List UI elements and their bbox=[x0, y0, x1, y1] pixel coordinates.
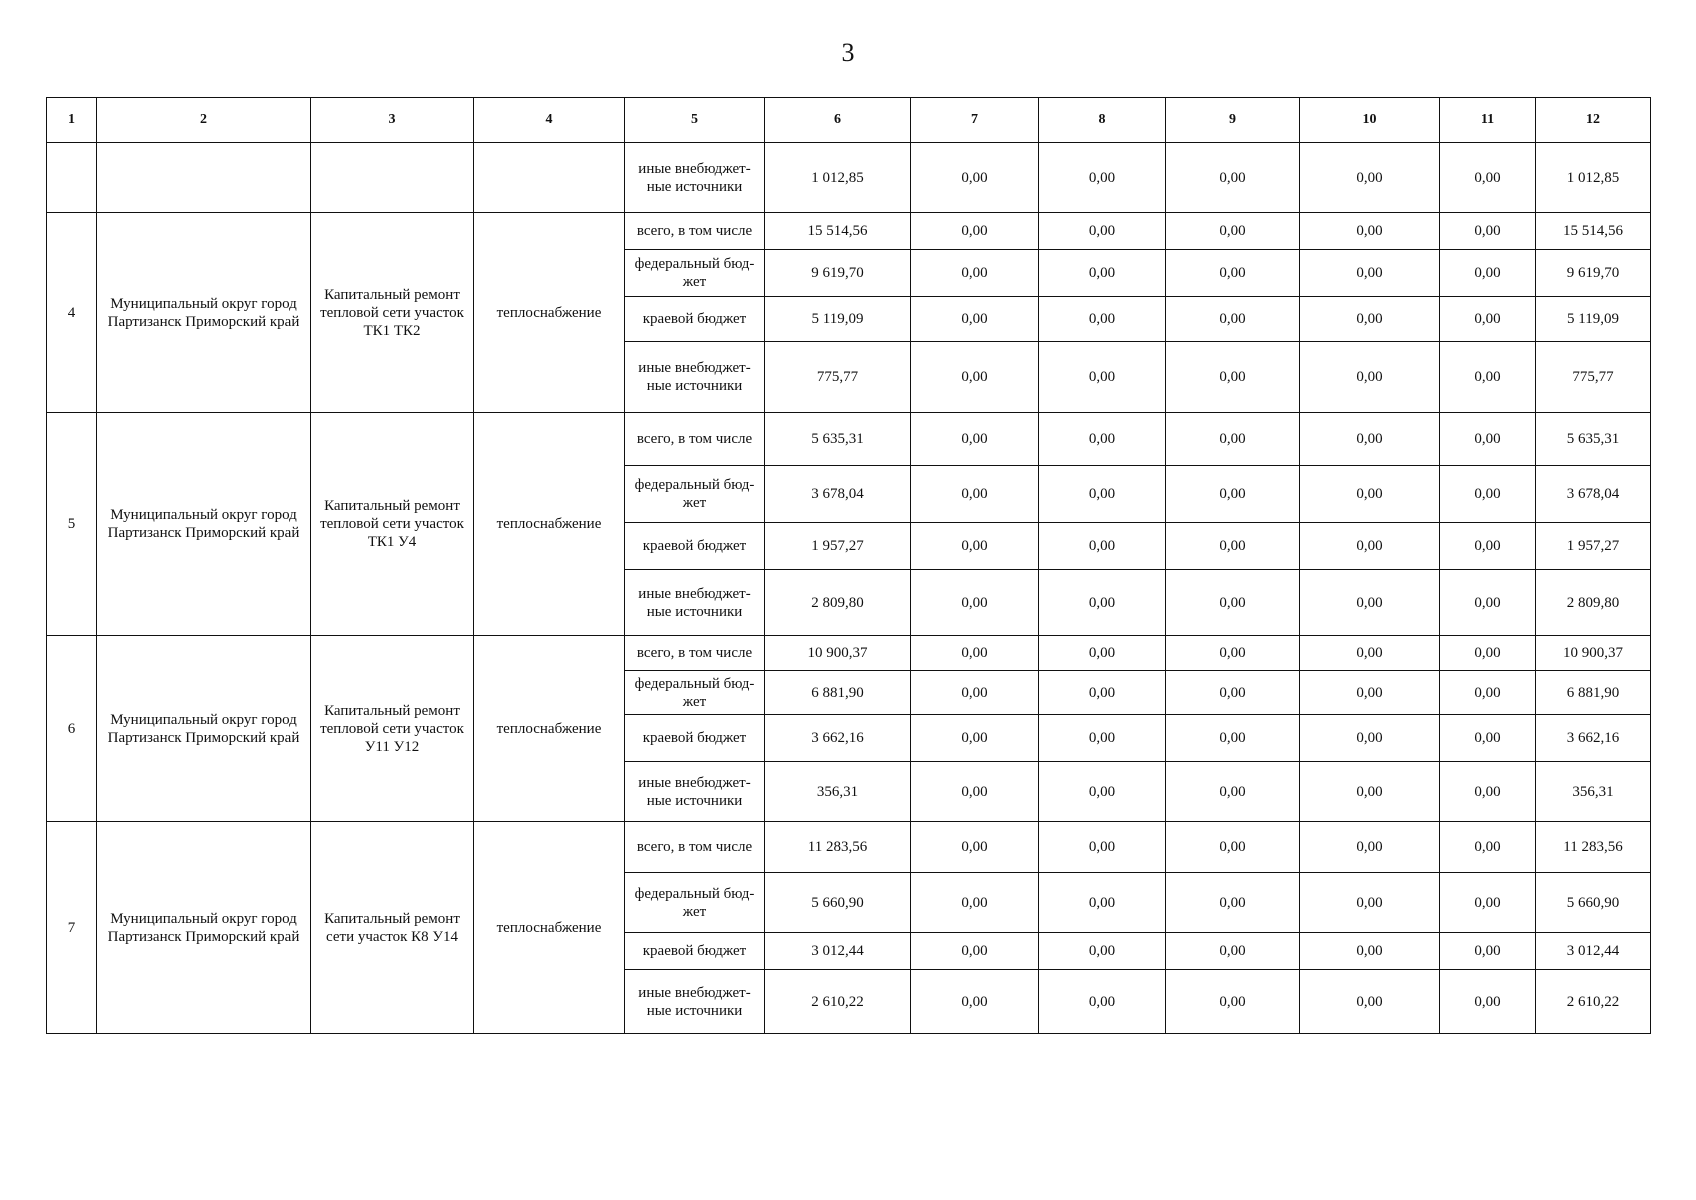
amount-cell: 1 957,27 bbox=[1536, 523, 1651, 570]
funding-source: федеральный бюд-жет bbox=[625, 250, 765, 297]
sector-name: теплоснабжение bbox=[474, 413, 625, 636]
amount-cell: 0,00 bbox=[1440, 715, 1536, 762]
amount-cell: 0,00 bbox=[1300, 873, 1440, 933]
amount-cell: 6 881,90 bbox=[1536, 671, 1651, 715]
object-name: Капитальный ремонт сети участок К8 У14 bbox=[311, 822, 474, 1034]
funding-source: федеральный бюд-жет bbox=[625, 873, 765, 933]
amount-cell: 356,31 bbox=[1536, 762, 1651, 822]
amount-cell: 0,00 bbox=[1300, 636, 1440, 671]
empty-cell bbox=[47, 143, 97, 213]
amount-cell: 0,00 bbox=[1039, 523, 1166, 570]
table-row bbox=[47, 213, 1651, 250]
amount-cell: 0,00 bbox=[1440, 933, 1536, 970]
amount-cell: 5 119,09 bbox=[1536, 297, 1651, 342]
table-row bbox=[47, 822, 1651, 873]
amount-cell: 0,00 bbox=[911, 636, 1039, 671]
amount-cell: 0,00 bbox=[1039, 873, 1166, 933]
amount-cell: 15 514,56 bbox=[765, 213, 911, 250]
amount-cell: 0,00 bbox=[911, 671, 1039, 715]
amount-cell: 0,00 bbox=[1440, 671, 1536, 715]
amount-cell: 0,00 bbox=[911, 970, 1039, 1034]
funding-source: всего, в том числе bbox=[625, 413, 765, 466]
row-number: 4 bbox=[47, 213, 97, 413]
amount-cell: 0,00 bbox=[1166, 213, 1300, 250]
amount-cell: 2 809,80 bbox=[765, 570, 911, 636]
header-row bbox=[47, 98, 1651, 143]
table-row bbox=[47, 413, 1651, 466]
amount-cell: 0,00 bbox=[911, 466, 1039, 523]
amount-cell: 0,00 bbox=[1440, 570, 1536, 636]
amount-cell: 0,00 bbox=[1039, 143, 1166, 213]
amount-cell: 0,00 bbox=[1039, 466, 1166, 523]
amount-cell: 3 662,16 bbox=[1536, 715, 1651, 762]
funding-source: федеральный бюд-жет bbox=[625, 671, 765, 715]
amount-cell: 0,00 bbox=[911, 143, 1039, 213]
amount-cell: 0,00 bbox=[1166, 636, 1300, 671]
amount-cell: 0,00 bbox=[911, 250, 1039, 297]
amount-cell: 0,00 bbox=[1039, 213, 1166, 250]
amount-cell: 0,00 bbox=[1300, 466, 1440, 523]
amount-cell: 0,00 bbox=[1166, 523, 1300, 570]
funding-source: федеральный бюд-жет bbox=[625, 466, 765, 523]
amount-cell: 0,00 bbox=[1440, 413, 1536, 466]
amount-cell: 0,00 bbox=[911, 297, 1039, 342]
amount-cell: 0,00 bbox=[1166, 570, 1300, 636]
amount-cell: 2 610,22 bbox=[1536, 970, 1651, 1034]
funding-source: иные внебюджет-ные источники bbox=[625, 970, 765, 1034]
amount-cell: 0,00 bbox=[1166, 466, 1300, 523]
sector-name: теплоснабжение bbox=[474, 636, 625, 822]
amount-cell: 0,00 bbox=[1300, 970, 1440, 1034]
financing-table bbox=[46, 97, 1651, 1034]
amount-cell: 1 957,27 bbox=[765, 523, 911, 570]
row-number: 5 bbox=[47, 413, 97, 636]
amount-cell: 0,00 bbox=[911, 715, 1039, 762]
amount-cell: 0,00 bbox=[1440, 822, 1536, 873]
amount-cell: 0,00 bbox=[1166, 873, 1300, 933]
amount-cell: 0,00 bbox=[1300, 297, 1440, 342]
amount-cell: 0,00 bbox=[1039, 250, 1166, 297]
amount-cell: 10 900,37 bbox=[765, 636, 911, 671]
funding-source: всего, в том числе bbox=[625, 213, 765, 250]
table-row bbox=[47, 636, 1651, 671]
amount-cell: 9 619,70 bbox=[765, 250, 911, 297]
funding-source: всего, в том числе bbox=[625, 822, 765, 873]
amount-cell: 0,00 bbox=[1039, 342, 1166, 413]
amount-cell: 0,00 bbox=[1300, 822, 1440, 873]
amount-cell: 5 660,90 bbox=[765, 873, 911, 933]
page-number: 3 bbox=[841, 38, 855, 67]
amount-cell: 0,00 bbox=[911, 570, 1039, 636]
funding-source: краевой бюджет bbox=[625, 297, 765, 342]
amount-cell: 5 119,09 bbox=[765, 297, 911, 342]
amount-cell: 5 635,31 bbox=[765, 413, 911, 466]
amount-cell: 775,77 bbox=[1536, 342, 1651, 413]
amount-cell: 0,00 bbox=[1039, 570, 1166, 636]
column-header: 6 bbox=[765, 98, 911, 143]
amount-cell: 0,00 bbox=[1300, 933, 1440, 970]
amount-cell: 0,00 bbox=[911, 342, 1039, 413]
amount-cell: 3 662,16 bbox=[765, 715, 911, 762]
amount-cell: 775,77 bbox=[765, 342, 911, 413]
funding-source: краевой бюджет bbox=[625, 715, 765, 762]
amount-cell: 6 881,90 bbox=[765, 671, 911, 715]
amount-cell: 11 283,56 bbox=[1536, 822, 1651, 873]
amount-cell: 0,00 bbox=[1440, 762, 1536, 822]
amount-cell: 0,00 bbox=[1039, 762, 1166, 822]
amount-cell: 0,00 bbox=[1039, 822, 1166, 873]
amount-cell: 0,00 bbox=[1039, 636, 1166, 671]
amount-cell: 0,00 bbox=[1300, 143, 1440, 213]
amount-cell: 3 012,44 bbox=[765, 933, 911, 970]
amount-cell: 0,00 bbox=[1300, 523, 1440, 570]
sector-name: теплоснабжение bbox=[474, 822, 625, 1034]
column-header: 7 bbox=[911, 98, 1039, 143]
amount-cell: 0,00 bbox=[1039, 297, 1166, 342]
empty-cell bbox=[474, 143, 625, 213]
row-number: 6 bbox=[47, 636, 97, 822]
amount-cell: 0,00 bbox=[1300, 250, 1440, 297]
column-header: 3 bbox=[311, 98, 474, 143]
funding-source: всего, в том числе bbox=[625, 636, 765, 671]
column-header: 10 bbox=[1300, 98, 1440, 143]
amount-cell: 0,00 bbox=[1039, 413, 1166, 466]
amount-cell: 0,00 bbox=[1166, 250, 1300, 297]
amount-cell: 0,00 bbox=[1300, 570, 1440, 636]
amount-cell: 0,00 bbox=[911, 762, 1039, 822]
object-name: Капитальный ремонт тепловой сети участок ТК1 ТК2 bbox=[311, 213, 474, 413]
amount-cell: 0,00 bbox=[1166, 671, 1300, 715]
amount-cell: 0,00 bbox=[1300, 762, 1440, 822]
funding-source: краевой бюджет bbox=[625, 933, 765, 970]
column-header: 2 bbox=[97, 98, 311, 143]
amount-cell: 0,00 bbox=[911, 213, 1039, 250]
amount-cell: 3 678,04 bbox=[765, 466, 911, 523]
amount-cell: 5 660,90 bbox=[1536, 873, 1651, 933]
column-header: 12 bbox=[1536, 98, 1651, 143]
amount-cell: 0,00 bbox=[911, 822, 1039, 873]
municipality-name: Муниципальный округ город Партизанск Приморский край bbox=[97, 636, 311, 822]
amount-cell: 9 619,70 bbox=[1536, 250, 1651, 297]
amount-cell: 0,00 bbox=[1039, 970, 1166, 1034]
object-name: Капитальный ремонт тепловой сети участок ТК1 У4 bbox=[311, 413, 474, 636]
amount-cell: 0,00 bbox=[1166, 970, 1300, 1034]
column-header: 4 bbox=[474, 98, 625, 143]
funding-source: краевой бюджет bbox=[625, 523, 765, 570]
amount-cell: 0,00 bbox=[1440, 873, 1536, 933]
amount-cell: 0,00 bbox=[1440, 523, 1536, 570]
amount-cell: 0,00 bbox=[911, 873, 1039, 933]
amount-cell: 0,00 bbox=[1440, 970, 1536, 1034]
amount-cell: 0,00 bbox=[1440, 250, 1536, 297]
amount-cell: 0,00 bbox=[1166, 715, 1300, 762]
amount-cell: 0,00 bbox=[1166, 413, 1300, 466]
funding-source: иные внебюджет-ные источники bbox=[625, 570, 765, 636]
amount-cell: 0,00 bbox=[1440, 342, 1536, 413]
amount-cell: 2 809,80 bbox=[1536, 570, 1651, 636]
amount-cell: 0,00 bbox=[1440, 466, 1536, 523]
table-row bbox=[47, 143, 1651, 213]
amount-cell: 0,00 bbox=[1039, 671, 1166, 715]
amount-cell: 0,00 bbox=[1166, 297, 1300, 342]
funding-source: иные внебюджет-ные источники bbox=[625, 342, 765, 413]
amount-cell: 0,00 bbox=[1166, 762, 1300, 822]
amount-cell: 0,00 bbox=[1300, 715, 1440, 762]
amount-cell: 1 012,85 bbox=[765, 143, 911, 213]
amount-cell: 0,00 bbox=[1166, 143, 1300, 213]
column-header: 8 bbox=[1039, 98, 1166, 143]
empty-cell bbox=[311, 143, 474, 213]
amount-cell: 0,00 bbox=[911, 523, 1039, 570]
amount-cell: 0,00 bbox=[1166, 822, 1300, 873]
funding-source: иные внебюджет-ные источники bbox=[625, 762, 765, 822]
object-name: Капитальный ремонт тепловой сети участок У11 У12 bbox=[311, 636, 474, 822]
municipality-name: Муниципальный округ город Партизанск Приморский край bbox=[97, 822, 311, 1034]
amount-cell: 3 678,04 bbox=[1536, 466, 1651, 523]
amount-cell: 0,00 bbox=[1039, 933, 1166, 970]
amount-cell: 356,31 bbox=[765, 762, 911, 822]
municipality-name: Муниципальный округ город Партизанск Приморский край bbox=[97, 413, 311, 636]
amount-cell: 0,00 bbox=[1440, 143, 1536, 213]
column-header: 9 bbox=[1166, 98, 1300, 143]
amount-cell: 0,00 bbox=[911, 933, 1039, 970]
column-header: 5 bbox=[625, 98, 765, 143]
sector-name: теплоснабжение bbox=[474, 213, 625, 413]
amount-cell: 2 610,22 bbox=[765, 970, 911, 1034]
amount-cell: 0,00 bbox=[911, 413, 1039, 466]
amount-cell: 0,00 bbox=[1039, 715, 1166, 762]
amount-cell: 0,00 bbox=[1300, 413, 1440, 466]
amount-cell: 0,00 bbox=[1300, 671, 1440, 715]
column-header: 1 bbox=[47, 98, 97, 143]
row-number: 7 bbox=[47, 822, 97, 1034]
amount-cell: 11 283,56 bbox=[765, 822, 911, 873]
funding-source: иные внебюджет-ные источники bbox=[625, 143, 765, 213]
amount-cell: 1 012,85 bbox=[1536, 143, 1651, 213]
amount-cell: 10 900,37 bbox=[1536, 636, 1651, 671]
amount-cell: 0,00 bbox=[1440, 636, 1536, 671]
empty-cell bbox=[97, 143, 311, 213]
amount-cell: 0,00 bbox=[1166, 933, 1300, 970]
amount-cell: 0,00 bbox=[1440, 213, 1536, 250]
column-header: 11 bbox=[1440, 98, 1536, 143]
amount-cell: 0,00 bbox=[1300, 213, 1440, 250]
amount-cell: 5 635,31 bbox=[1536, 413, 1651, 466]
municipality-name: Муниципальный округ город Партизанск Приморский край bbox=[97, 213, 311, 413]
amount-cell: 15 514,56 bbox=[1536, 213, 1651, 250]
amount-cell: 0,00 bbox=[1440, 297, 1536, 342]
amount-cell: 0,00 bbox=[1166, 342, 1300, 413]
amount-cell: 0,00 bbox=[1300, 342, 1440, 413]
amount-cell: 3 012,44 bbox=[1536, 933, 1651, 970]
